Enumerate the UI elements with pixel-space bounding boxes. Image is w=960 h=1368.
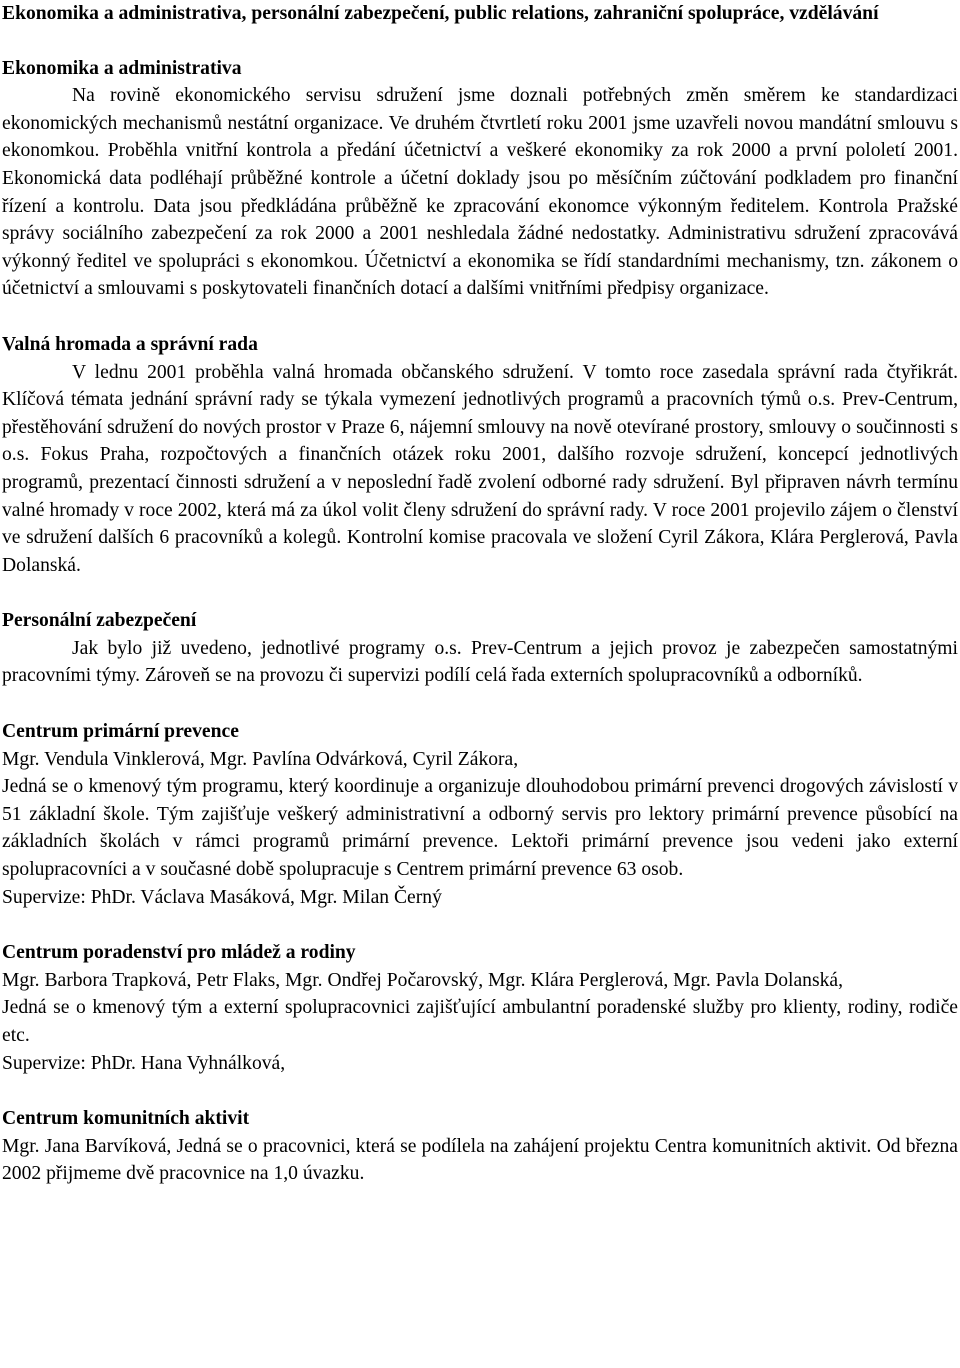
section-heading-prevention: Centrum primární prevence [2,721,239,743]
section-supervision-counseling: Supervize: PhDr. Hana Vyhnálková, [2,1052,286,1074]
section-heading-personnel: Personální zabezpečení [2,610,197,632]
document-title: Ekonomika a administrativa, personální zabezpečení, public relations, zahraniční spolupráce, vzdělávání [2,3,879,24]
section-text-counseling: Jedná se o kmenový tým a externí spolupracovnici zajišťující ambulantní poradenské služby pro klienty, rodiny, rodiče etc. [2,997,958,1046]
section-staff-counseling: Mgr. Barbora Trapková, Petr Flaks, Mgr. Ondřej Počarovský, Mgr. Klára Perglerová, Mgr. Pavla Dolanská, [2,969,843,991]
section-supervision-prevention: Supervize: PhDr. Václava Masáková, Mgr. Milan Černý [2,886,442,908]
section-text-assembly: V lednu 2001 proběhla valná hromada občanského sdružení. V tomto roce zasedala správní rada čtyřikrát. Klíčová témata jednání správní rady se týkala vymezení jednotlivých programů a pracovních týmů o.s. Prev-Centrum, přestěhování sdružení do nových prostor v Praze 6, nájemní smlouvy na nově otevírané prostory, smlouvy o součinnosti s o.s. Fokus Praha, rozpočtových a finančních otázek roku 2001, dalšího rozvoje sdružení, koncepcí jednotlivých programů, prezentací činnosti sdružení a v neposlední řadě zvolení odborné rady sdružení. Byl připraven návrh termínu valné hromady v roce 2002, která má za úkol volit členy sdružení do správní rady. V roce 2001 projevilo zájem o členství ve sdružení dalších 6 pracovníků a kolegů. Kontrolní komise pracovala ve složení Cyril Zákora, Klára Perglerová, Pavla Dolanská. [2,361,958,576]
section-heading-economy: Ekonomika a administrativa [2,57,242,79]
section-text-community: Mgr. Jana Barvíková, Jedná se o pracovnici, která se podílela na zahájení projektu Centra komunitních aktivit. Od března 2002 přijmeme dvě pracovnice na 1,0 úvazku. [2,1135,958,1185]
section-text-economy: Na rovině ekonomického servisu sdružení jsme doznali potřebných změn směrem ke standardizaci ekonomických mechanismů nestátní organizace. Ve druhém čtvrtletí roku 2001 jsme uzavřeli novou mandátní smlouvu s ekonomkou. Proběhla vnitřní kontrola a předání účetnictví a veškeré ekonomiky za rok 2000 a první pololetí 2001. Ekonomická data podléhají průběžné kontrole a účetní doklady jsou po měsíčním zúčtování podkladem pro finanční řízení a kontrolu. Data jsou předkládána průběžně ke zpracování ekonomce výkonným ředitelem. Kontrola Pražské správy sociálního zabezpečení za rok 2000 a 2001 neshledala žádné nedostatky. Administrativu sdružení zpracovává výkonný ředitel ve spolupráci s ekonomkou. Účetnictví a ekonomika se řídí standardními mechanismy, tzn. zákonem o účetnictví a smlouvami s poskytovateli finančních dotací a dalšími vnitřními předpisy organizace. [2,85,958,300]
section-heading-community: Centrum komunitních aktivit [2,1108,250,1130]
section-heading-assembly: Valná hromada a správní rada [2,333,258,355]
section-staff-prevention: Mgr. Vendula Vinklerová, Mgr. Pavlína Odvárková, Cyril Zákora, [2,748,519,770]
section-text-personnel: Jak bylo již uvedeno, jednotlivé programy o.s. Prev-Centrum a jejich provoz je zabezpečen samostatnými pracovními týmy. Zároveň se na provozu či supervizi podílí celá řada externích spolupracovníků a odborníků. [2,637,958,687]
section-text-prevention: Jedná se o kmenový tým programu, který koordinuje a organizuje dlouhodobou primární prevenci drogových závislostí v 51 základní škole. Tým zajišťuje veškerý administrativní a odborný servis pro lektory primární prevence působící na základních školách v rámci programů primární prevence. Lektoři primární prevence jsou vedeni jako externí spolupracovníci a v současné době spolupracuje s Centrem primární prevence 63 osob. [2,776,958,881]
section-heading-counseling: Centrum poradenství pro mládež a rodiny [2,942,356,964]
